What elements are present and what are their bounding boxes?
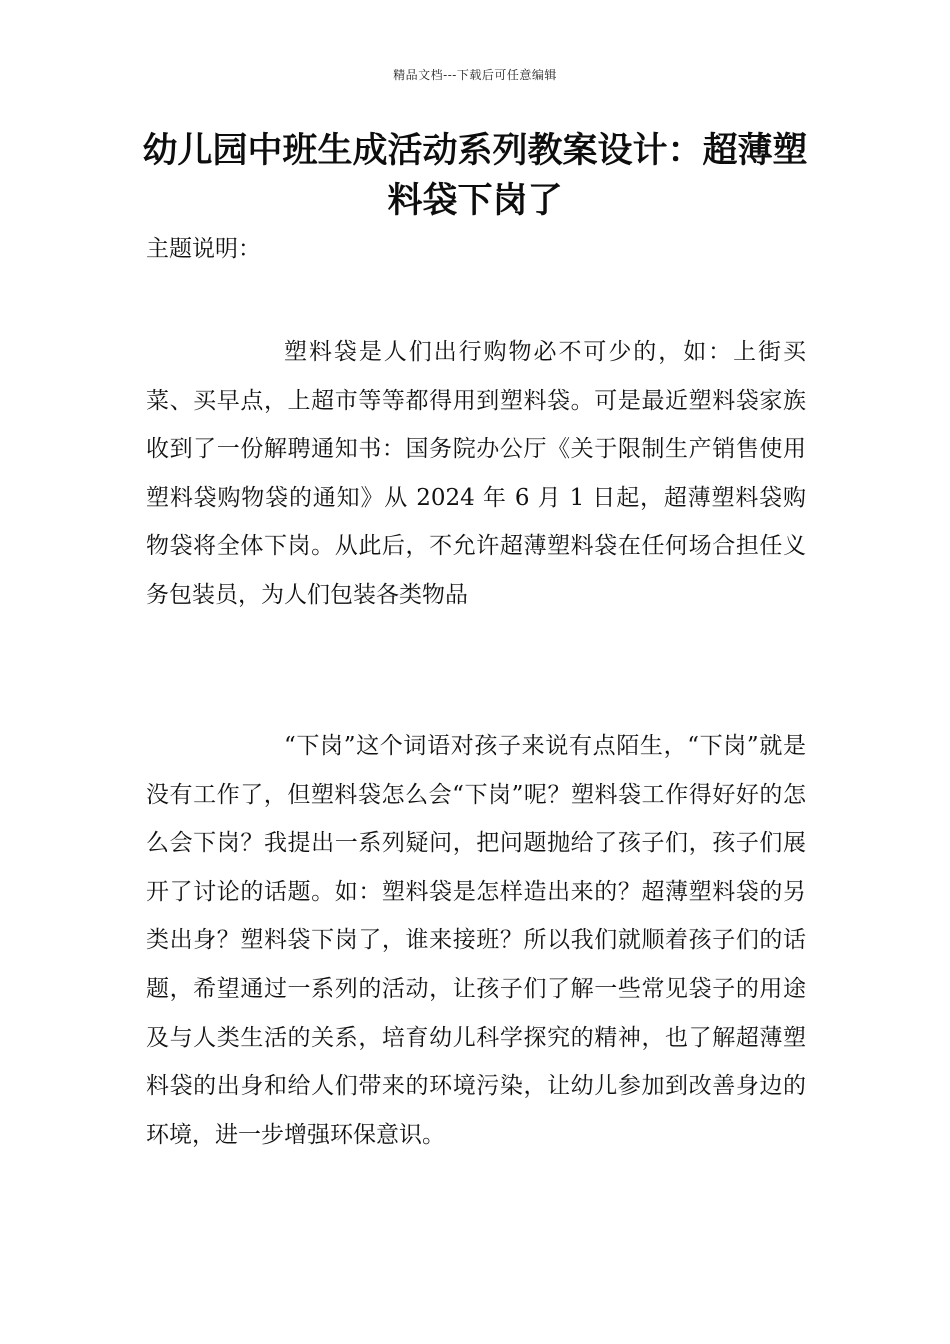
document-title: 幼儿园中班生成活动系列教案设计：超薄塑料袋下岗了: [142, 131, 808, 221]
body-paragraph-1: 塑料袋是人们出行购物必不可少的，如：上街买菜、买早点，上超市等等都得用到塑料袋。可是最近塑料袋家族收到了一份解聘通知书：国务院办公厅《关于限制生产销售使用塑料袋购物袋的通知》从 2024 年 6 月 1 日起，超薄塑料袋购物袋将全体下岗。从此后，不允许超薄塑料袋在任何场合担任义务包装员，为人们包装各类物品: [146, 339, 806, 608]
header-note: 精品文档---下载后可任意编辑: [393, 68, 557, 82]
body-paragraph-2: “下岗”这个词语对孩子来说有点陌生，“下岗”就是没有工作了，但塑料袋怎么会“下岗”呢？塑料袋工作得好好的怎么会下岗？我提出一系列疑问，把问题抛给了孩子们，孩子们展开了讨论的话题。如：塑料袋是怎样造出来的？超薄塑料袋的另类出身？塑料袋下岗了，谁来接班？所以我们就顺着孩子们的话题，希望通过一系列的活动，让孩子们了解一些常见袋子的用途及与人类生活的关系，培育幼儿科学探究的精神，也了解超薄塑料袋的出身和给人们带来的环境污染，让幼儿参加到改善身边的环境，进一步增强环保意识。: [146, 733, 806, 1148]
section-label: 主题说明：: [146, 236, 261, 262]
